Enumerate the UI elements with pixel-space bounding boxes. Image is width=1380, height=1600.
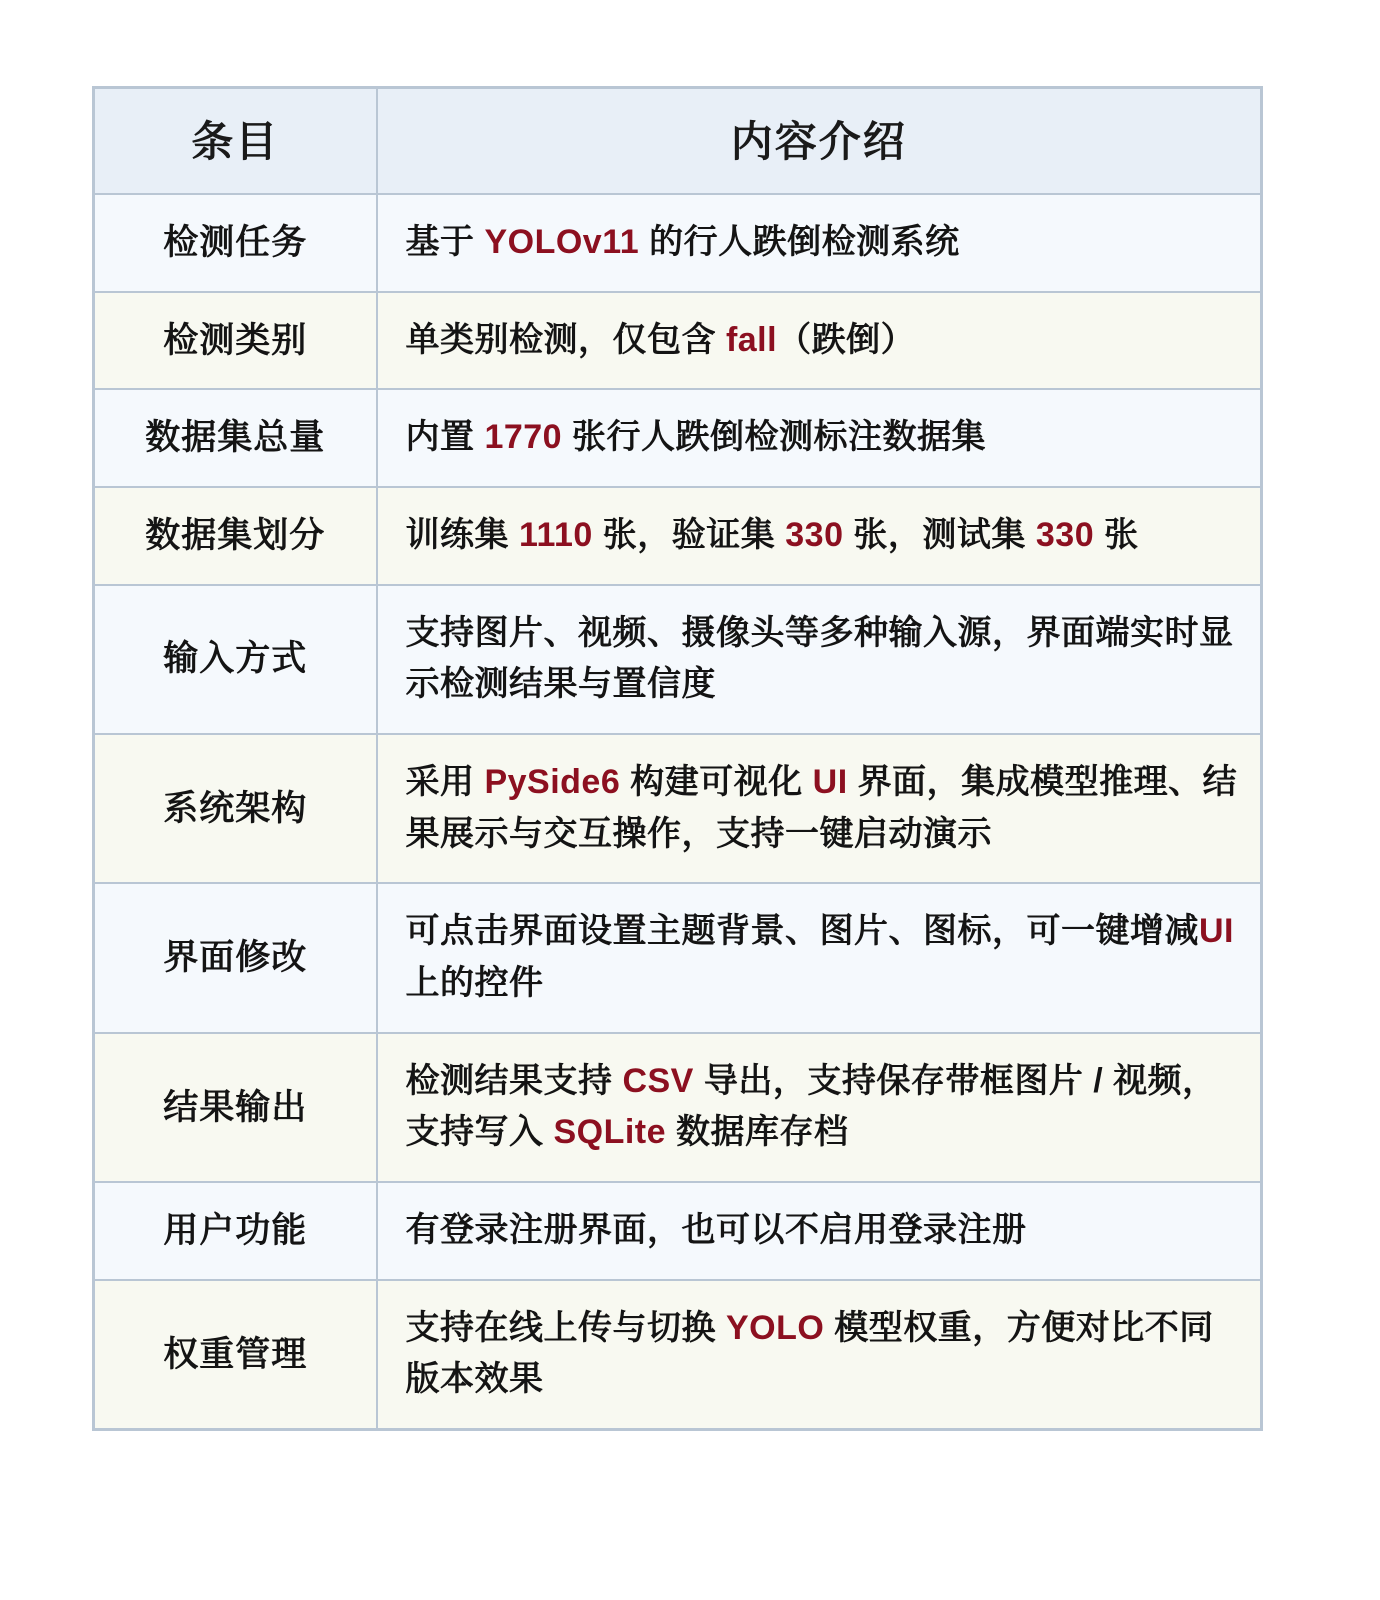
header-row bbox=[94, 88, 1262, 195]
cell-description bbox=[377, 1182, 1262, 1280]
cell-description bbox=[377, 734, 1262, 883]
table-row bbox=[94, 487, 1262, 585]
plain-text: 有登录注册界面，也可以不启用登录注册 bbox=[405, 1211, 1027, 1250]
plain-text: 可点击界面设置主题背景、图片、图标，可一键增减 bbox=[405, 912, 1199, 951]
highlight-text: 330 bbox=[785, 516, 844, 555]
plain-text: 单类别检测，仅包含 bbox=[405, 320, 726, 359]
cell-description bbox=[377, 1280, 1262, 1430]
plain-text: 训练集 bbox=[405, 516, 519, 555]
header-cell-description: 内容介绍 bbox=[377, 88, 1262, 195]
table-row bbox=[94, 1182, 1262, 1280]
plain-text: 支持在线上传与切换 bbox=[405, 1308, 726, 1347]
cell-item: 权重管理 bbox=[94, 1280, 377, 1430]
cell-description bbox=[377, 487, 1262, 585]
table-row bbox=[94, 734, 1262, 883]
cell-item: 检测类别 bbox=[94, 292, 377, 390]
plain-text: 张行人跌倒检测标注数据集 bbox=[562, 418, 987, 457]
table-row bbox=[94, 585, 1262, 734]
table-row bbox=[94, 1280, 1262, 1430]
plain-text: 的行人跌倒检测系统 bbox=[639, 223, 960, 261]
plain-text: 上的控件 bbox=[405, 964, 544, 1003]
table-header bbox=[94, 88, 1262, 195]
cell-description bbox=[377, 1033, 1262, 1182]
highlight-text: fall bbox=[725, 320, 778, 359]
highlight-text: YOLO bbox=[725, 1308, 825, 1347]
table-row bbox=[94, 1033, 1262, 1182]
highlight-text: 330 bbox=[1035, 516, 1095, 555]
highlight-text: UI bbox=[812, 763, 848, 802]
highlight-text: SQLite bbox=[553, 1113, 667, 1152]
highlight-text: 1110 bbox=[518, 516, 593, 555]
table-row bbox=[94, 389, 1262, 487]
plain-text: 构建可视化 bbox=[620, 763, 813, 802]
cell-description bbox=[377, 194, 1262, 292]
highlight-text: UI bbox=[1199, 912, 1234, 951]
table-row bbox=[94, 883, 1262, 1032]
plain-text: 采用 bbox=[405, 763, 485, 802]
cell-item: 结果输出 bbox=[94, 1033, 377, 1182]
cell-item: 数据集总量 bbox=[94, 389, 377, 487]
cell-item: 用户功能 bbox=[94, 1182, 377, 1280]
plain-text: 内置 bbox=[405, 418, 485, 457]
highlight-text: CSV bbox=[622, 1061, 694, 1100]
table-row bbox=[94, 194, 1262, 292]
table-row bbox=[94, 292, 1262, 390]
cell-description bbox=[377, 585, 1262, 734]
cell-item: 系统架构 bbox=[94, 734, 377, 883]
highlight-text: PySide6 bbox=[484, 763, 621, 802]
plain-text: 张 bbox=[1094, 516, 1139, 555]
plain-text: 数据库存档 bbox=[666, 1113, 849, 1152]
cell-item: 输入方式 bbox=[94, 585, 377, 734]
cell-description bbox=[377, 883, 1262, 1032]
plain-text: 检测结果支持 bbox=[405, 1061, 623, 1100]
plain-text: （跌倒） bbox=[777, 320, 916, 359]
highlight-text: YOLOv11 bbox=[484, 223, 640, 261]
header-cell-item: 条目 bbox=[94, 88, 377, 195]
plain-text: 导出，支持保存带框图片 / 视频，支持写入 bbox=[405, 1061, 1217, 1152]
plain-text: 支持图片、视频、摄像头等多种输入源，界面端实时显示检测结果与置信度 bbox=[405, 613, 1234, 704]
plain-text: 张，测试集 bbox=[843, 516, 1036, 555]
cell-description bbox=[377, 292, 1262, 390]
cell-item: 数据集划分 bbox=[94, 487, 377, 585]
highlight-text: 1770 bbox=[484, 418, 563, 457]
cell-item: 界面修改 bbox=[94, 883, 377, 1032]
plain-text: 基于 bbox=[405, 223, 485, 261]
plain-text: 模型权重，方便对比不同版本效果 bbox=[405, 1308, 1214, 1399]
spec-table bbox=[92, 86, 1263, 1431]
table-body bbox=[94, 194, 1262, 1430]
plain-text: 界面，集成模型推理、结果展示与交互操作，支持一键启动演示 bbox=[405, 763, 1238, 853]
cell-item: 检测任务 bbox=[94, 194, 377, 292]
cell-description bbox=[377, 389, 1262, 487]
plain-text: 张，验证集 bbox=[592, 516, 786, 555]
